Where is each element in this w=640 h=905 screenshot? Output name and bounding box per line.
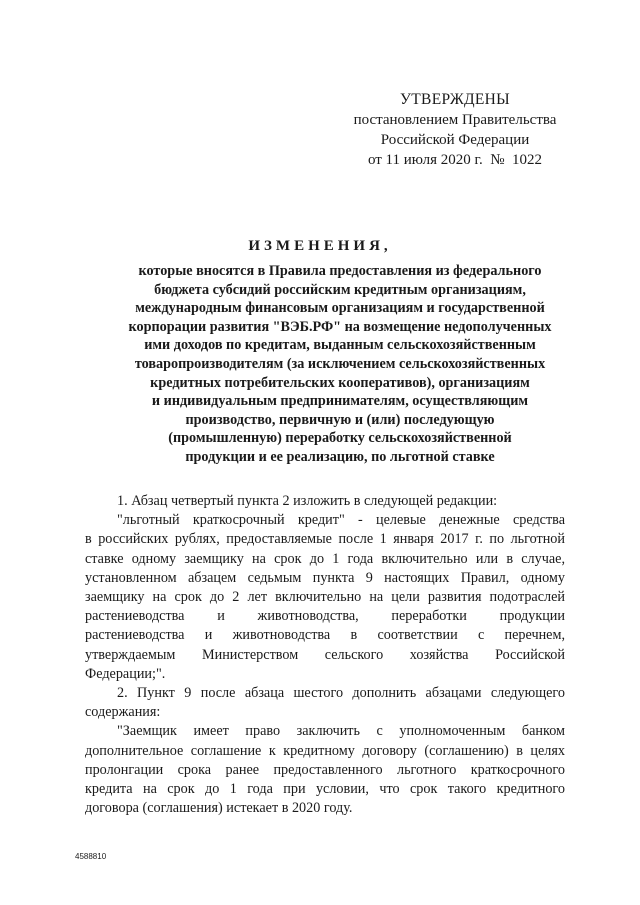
- paragraph-1: [85, 492, 565, 511]
- paragraph-3: [85, 684, 565, 722]
- text-line: 2. Пункт 9 после абзаца шестого дополнить абзацами следующего: [117, 685, 565, 702]
- subtitle-line: и индивидуальным предпринимателям, осуществляющим: [151, 393, 529, 410]
- text-line: Федерации;".: [85, 665, 166, 682]
- subtitle-line: производство, первичную и (или) последующую: [185, 411, 495, 428]
- document-subtitle: [80, 262, 600, 467]
- subtitle-line: бюджета субсидий российским кредитным организациям,: [154, 281, 526, 298]
- paragraph-2: [85, 511, 565, 684]
- subtitle-line: кредитных потребительских кооперативов), организациям: [150, 374, 530, 391]
- subtitle-line: ими доходов по кредитам, выданным сельскохозяйственным: [144, 337, 536, 354]
- document-code: 4588810: [75, 852, 107, 861]
- approval-block: [330, 90, 580, 170]
- text-line: растениеводства и животноводства, переработки продукции: [85, 608, 565, 625]
- text-line: установленном абзацем седьмым пункта 9 настоящих Правил, одному: [85, 569, 565, 586]
- text-line: договора (соглашения) истекает в 2020 году.: [85, 800, 353, 817]
- approval-date-number: от 11 июля 2020 г. № 1022: [367, 152, 543, 168]
- approval-line: Российской Федерации: [380, 132, 530, 148]
- text-line: пролонгации срока ранее предоставленного льготного краткосрочного: [85, 761, 565, 778]
- text-line: заемщику на срок до 2 лет включительно на цели развития подотраслей: [85, 589, 565, 606]
- approval-heading: УТВЕРЖДЕНЫ: [400, 91, 510, 108]
- subtitle-line: продукции и ее реализацию, по льготной ставке: [185, 448, 495, 465]
- text-line: ставке одному заемщику на срок до 1 года включительно или в случае,: [85, 550, 565, 567]
- approval-line: постановлением Правительства: [353, 112, 557, 128]
- text-line: в российских рублях, предоставляемые после 1 января 2017 г. по льготной: [85, 531, 565, 548]
- subtitle-line: товаропроизводителям (за исключением сельскохозяйственных: [134, 355, 546, 372]
- text-line: утверждаемым Министерством сельского хозяйства Российской: [85, 646, 565, 663]
- text-line: 1. Абзац четвертый пункта 2 изложить в следующей редакции:: [117, 493, 498, 509]
- subtitle-line: которые вносятся в Правила предоставления из федерального: [138, 263, 542, 279]
- text-line: "Заемщик имеет право заключить с уполномоченным банком: [117, 723, 565, 740]
- document-body: [85, 492, 565, 818]
- document-title: ИЗМЕНЕНИЯ,: [248, 238, 392, 254]
- text-line: растениеводства и животноводства в соответствии с перечнем,: [85, 627, 565, 644]
- text-line: кредита на срок до 1 года при условии, что срок такого кредитного: [85, 781, 565, 798]
- text-line: дополнительное соглашение к кредитному договору (соглашению) в целях: [85, 742, 565, 759]
- text-line: содержания:: [85, 704, 161, 721]
- subtitle-line: (промышленную) переработку сельскохозяйственной: [168, 430, 512, 447]
- subtitle-line: международным финансовым организациям и государственной: [135, 300, 545, 317]
- text-line: "льготный краткосрочный кредит" - целевые денежные средства: [117, 512, 565, 529]
- subtitle-line: корпорации развития "ВЭБ.РФ" на возмещение недополученных: [128, 318, 552, 335]
- paragraph-4: [85, 722, 565, 818]
